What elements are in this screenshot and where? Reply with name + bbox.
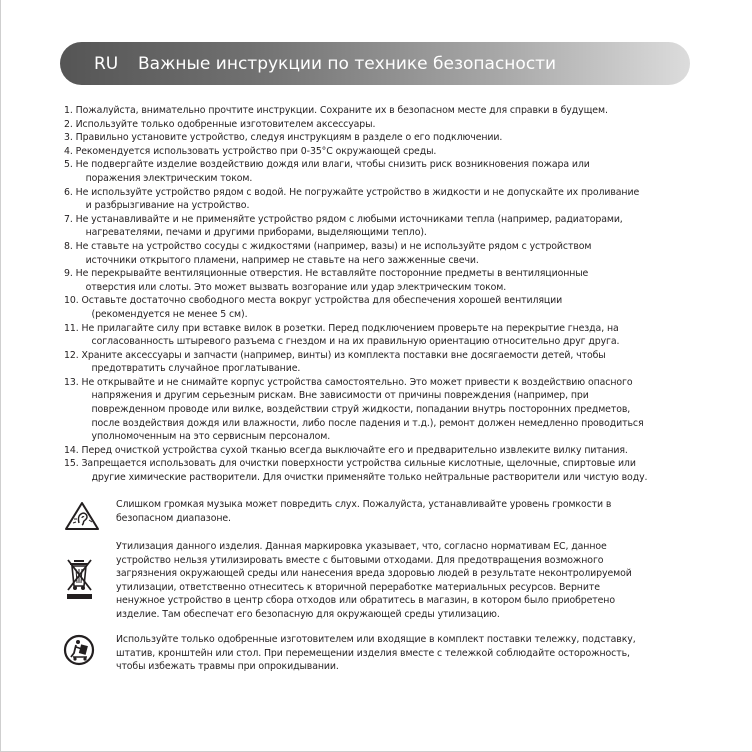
list-item bbox=[64, 240, 694, 267]
item-text-continued: другие химические растворители. Для очистки применяйте только нейтральные растворители или чистую воду. bbox=[91, 472, 648, 484]
list-item bbox=[64, 104, 694, 118]
disposal-note bbox=[116, 540, 696, 622]
note-line: штатив, кронштейн или стол. При перемещении изделия вместе с тележкой соблюдайте осторожность, bbox=[116, 647, 630, 659]
item-text: Храните аксессуары и запчасти (например, винты) из комплекта поставки вне досягаемости детей, чтобы bbox=[81, 349, 606, 361]
item-text-continued: нагревателями, печами и другими приборами, выделяющими тепло). bbox=[85, 227, 427, 239]
list-item bbox=[64, 294, 694, 321]
item-text-continued: отверстия или слоты. Это может вызвать возгорание или удар электрическим током. bbox=[85, 281, 507, 293]
hearing-note bbox=[116, 498, 696, 525]
list-item bbox=[64, 213, 694, 240]
item-number: 15. bbox=[64, 458, 79, 470]
safety-instructions-list bbox=[64, 104, 694, 485]
list-item bbox=[64, 186, 694, 213]
note-line: чтобы избежать травмы при опрокидывании. bbox=[116, 661, 339, 673]
item-number: 13. bbox=[64, 376, 79, 388]
list-item bbox=[64, 376, 694, 444]
item-text: Не устанавливайте и не применяйте устройство рядом с любыми источниками тепла (например, радиаторами, bbox=[75, 213, 623, 225]
item-text-continued: и разбрызгивание на устройство. bbox=[85, 200, 250, 212]
item-text-continued: после воздействия дождя или влажности, либо после падения и т.д.), ремонт должен немедленно проводиться bbox=[91, 417, 644, 429]
item-text-continued: поврежденном проводе или вилке, воздействии струй жидкости, попадании внутрь посторонних предметов, bbox=[91, 404, 631, 416]
item-number: 4. bbox=[64, 145, 73, 157]
item-text-continued: поражения электрическим током. bbox=[85, 172, 253, 184]
note-line: изделие. Там обеспечат его безопасную для окружающей среды утилизацию. bbox=[116, 608, 500, 620]
item-text-continued: уполномоченным на это сервисным персоналом. bbox=[91, 431, 331, 443]
note-line: утилизации, ответственно отнеситесь к вторичной переработке материальных ресурсов. Верните bbox=[116, 581, 600, 593]
list-item bbox=[64, 322, 694, 349]
item-text: Не используйте устройство рядом с водой. Не погружайте устройство в жидкости и не допускайте их проливание bbox=[75, 186, 640, 198]
item-number: 6. bbox=[64, 186, 73, 198]
item-text: Не подвергайте изделие воздействию дождя или влаги, чтобы снизить риск возникновения пожара или bbox=[75, 159, 590, 171]
note-line: Используйте только одобренные изготовителем или входящие в комплект поставки тележку, подставку, bbox=[116, 634, 636, 645]
list-item bbox=[64, 145, 694, 159]
note-line: Утилизация данного изделия. Данная маркировка указывает, что, согласно нормативам ЕС, данное bbox=[116, 541, 607, 552]
item-number: 14. bbox=[64, 444, 79, 456]
item-text: Запрещается использовать для очистки поверхности устройства сильные кислотные, щелочные, спиртовые или bbox=[81, 458, 636, 470]
item-text: Используйте только одобренные изготовителем аксессуары. bbox=[75, 118, 376, 130]
item-text: Не прилагайте силу при вставке вилок в розетки. Перед подключением проверьте на перекрытие гнезда, на bbox=[81, 322, 619, 334]
item-text-continued: (рекомендуется не менее 5 см). bbox=[91, 308, 248, 320]
list-item bbox=[64, 457, 694, 484]
item-number: 10. bbox=[64, 295, 79, 307]
item-number: 8. bbox=[64, 240, 73, 252]
language-code: RU bbox=[94, 53, 119, 74]
item-number: 9. bbox=[64, 268, 73, 280]
page-title: Важные инструкции по технике безопасности bbox=[138, 53, 557, 74]
item-number: 2. bbox=[64, 118, 73, 130]
item-text: Рекомендуется использовать устройство при 0-35°C окружающей среды. bbox=[75, 145, 437, 157]
note-line: ненужное устройство в центр сбора отходов или обратитесь в магазин, в котором было приобретено bbox=[116, 595, 615, 607]
list-item bbox=[64, 158, 694, 185]
list-item bbox=[64, 118, 694, 132]
item-text-continued: согласованность штыревого разъема с гнездом и на их правильную ориентацию относительно друг друга. bbox=[91, 336, 620, 348]
item-text: Не ставьте на устройство сосуды с жидкостями (например, вазы) и не используйте рядом с устройством bbox=[75, 240, 592, 252]
list-item bbox=[64, 267, 694, 294]
item-number: 5. bbox=[64, 159, 73, 171]
hearing-warning-icon bbox=[64, 501, 100, 531]
note-line: устройство нельзя утилизировать вместе с бытовыми отходами. Для предотвращения возможного bbox=[116, 554, 604, 566]
item-number: 3. bbox=[64, 132, 73, 144]
cart-note bbox=[116, 633, 696, 674]
note-line: безопасном диапазоне. bbox=[116, 512, 231, 524]
item-text-continued: источники открытого пламени, например не ставьте на него зажженные свечи. bbox=[85, 254, 479, 266]
list-item bbox=[64, 349, 694, 376]
item-number: 12. bbox=[64, 349, 79, 361]
weee-crossed-bin-icon bbox=[66, 556, 94, 600]
list-item bbox=[64, 131, 694, 145]
list-item bbox=[64, 444, 694, 458]
section-header bbox=[60, 42, 690, 85]
item-number: 11. bbox=[64, 322, 79, 334]
item-text: Не перекрывайте вентиляционные отверстия. Не вставляйте посторонние предметы в вентиляционные bbox=[75, 268, 589, 280]
note-line: Слишком громкая музыка может повредить слух. Пожалуйста, устанавливайте уровень громкости в bbox=[116, 499, 612, 510]
item-text: Правильно установите устройство, следуя инструкциям в разделе о его подключении. bbox=[75, 132, 503, 144]
item-text: Не открывайте и не снимайте корпус устройства самостоятельно. Это может привести к воздействию опасного bbox=[81, 376, 633, 388]
item-text: Пожалуйста, внимательно прочтите инструкции. Сохраните их в безопасном месте для справки в будущем. bbox=[75, 105, 608, 116]
item-text: Оставьте достаточно свободного места вокруг устройства для обеспечения хорошей вентиляции bbox=[81, 295, 563, 307]
note-line: загрязнения окружающей среды или нанесения вреда здоровью людей в результате неконтролируемой bbox=[116, 568, 632, 580]
item-text: Перед очисткой устройства сухой тканью всегда выключайте его и предварительно извлеките вилку питания. bbox=[81, 444, 628, 456]
item-number: 1. bbox=[64, 105, 73, 116]
cart-tip-over-icon bbox=[63, 634, 95, 666]
item-number: 7. bbox=[64, 213, 73, 225]
item-text-continued: напряжения и другим серьезным рискам. Вне зависимости от причины повреждения (например, при bbox=[91, 390, 589, 402]
item-text-continued: предотвратить случайное проглатывание. bbox=[91, 363, 301, 375]
